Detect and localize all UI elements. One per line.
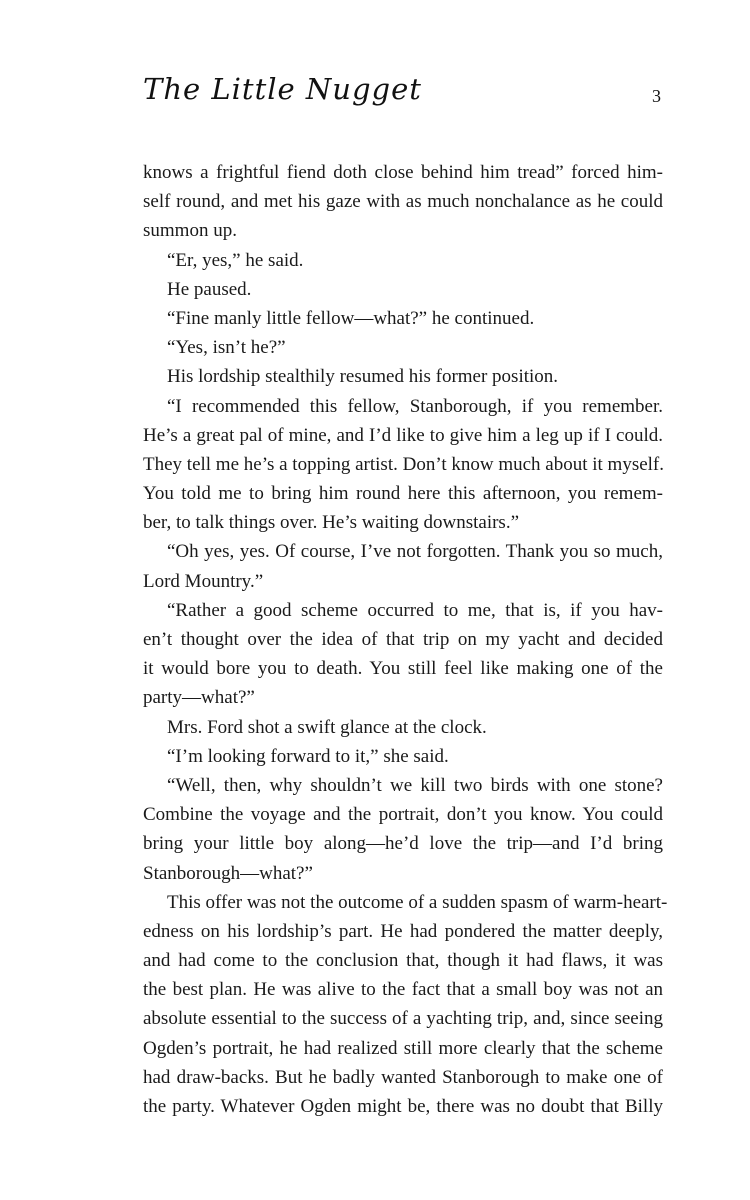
text-line: Stanborough—what?” [143, 862, 313, 884]
running-head-title: The Little Nugget [143, 72, 422, 106]
text-line: had draw-backs. But he badly wanted Stanborough to make one of [143, 1066, 663, 1088]
text-line: the party. Whatever Ogden might be, there was no doubt that Billy [143, 1096, 663, 1117]
text-line: You told me to bring him round here this afternoon, you remem- [143, 483, 663, 505]
text-line: en’t thought over the idea of that trip on my yacht and decided [143, 629, 663, 650]
page-number: 3 [652, 86, 661, 106]
text-line: He’s a great pal of mine, and I’d like to give him a leg up if I could. [143, 424, 663, 446]
text-line: “Rather a good scheme occurred to me, that is, if you hav- [167, 599, 663, 621]
text-line: He paused. [167, 278, 252, 300]
text-line: Combine the voyage and the portrait, don’t you know. You could [143, 804, 663, 826]
text-line: “Well, then, why shouldn’t we kill two birds with one stone? [167, 774, 663, 796]
text-line: “Er, yes,” he said. [167, 249, 304, 271]
text-line: This offer was not the outcome of a sudden spasm of warm-heart- [167, 891, 668, 913]
text-line: “Oh yes, yes. Of course, I’ve not forgotten. Thank you so much, [167, 541, 663, 563]
text-line: “Fine manly little fellow—what?” he continued. [167, 307, 535, 329]
text-line: self round, and met his gaze with as much nonchalance as he could [143, 191, 663, 213]
text-line: Lord Mountry.” [143, 570, 264, 592]
text-line: ber, to talk things over. He’s waiting downstairs.” [143, 512, 520, 534]
text-line: They tell me he’s a topping artist. Don’t know much about it myself. [143, 453, 665, 475]
text-line: it would bore you to death. You still feel like making one of the [143, 658, 663, 680]
text-line: bring your little boy along—he’d love the trip—and I’d bring [143, 833, 663, 855]
text-line: and had come to the conclusion that, though it had flaws, it was [143, 950, 663, 972]
text-line: “Yes, isn’t he?” [167, 337, 286, 359]
text-line: Ogden’s portrait, he had realized still more clearly that the scheme [143, 1037, 663, 1059]
text-line: “I recommended this fellow, Stanborough, if you remember. [167, 395, 663, 417]
body-text [143, 158, 668, 1121]
text-line: His lordship stealthily resumed his former position. [167, 366, 559, 388]
text-line: knows a frightful fiend doth close behind him tread” forced him- [143, 162, 663, 183]
text-line: summon up. [143, 220, 237, 242]
text-line: the best plan. He was alive to the fact that a small boy was not an [143, 979, 663, 1001]
text-line: Mrs. Ford shot a swift glance at the clock. [167, 716, 487, 738]
text-line: absolute essential to the success of a yachting trip, and, since seeing [143, 1008, 663, 1030]
text-line: “I’m looking forward to it,” she said. [167, 745, 449, 767]
text-line: party—what?” [143, 687, 255, 709]
text-line: edness on his lordship’s part. He had pondered the matter deeply, [143, 920, 663, 942]
